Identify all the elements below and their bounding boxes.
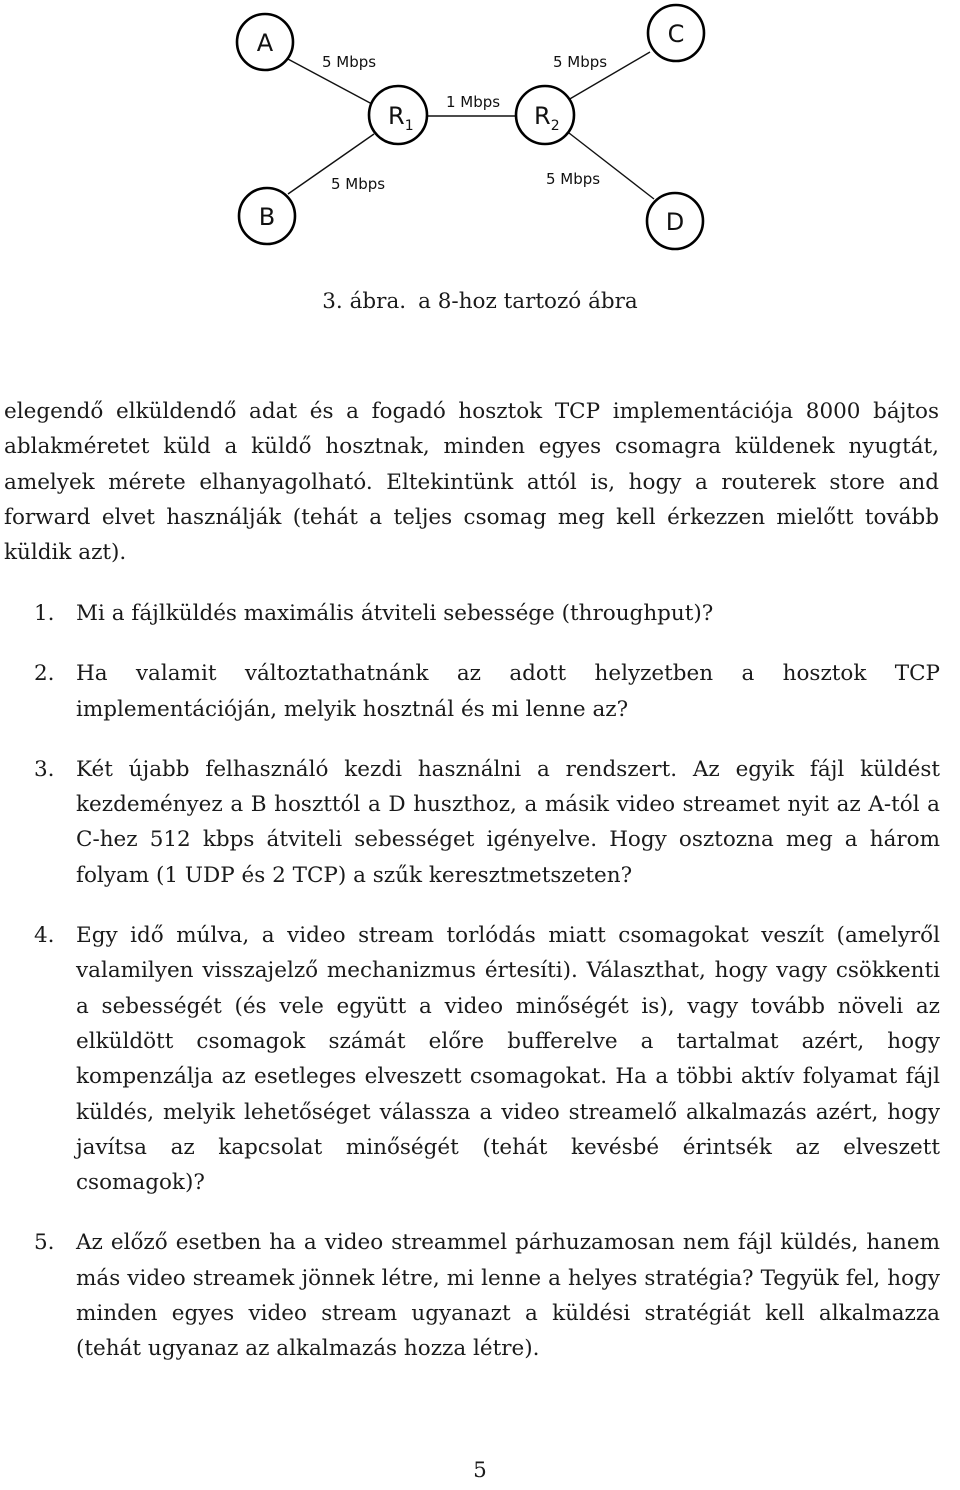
question-text: Egy idő múlva, a video stream torlódás miatt csomagokat veszít (amelyről valamilyen visszajelző mechanizmus értesíti). Választhat, hogy vagy csökkenti a sebességét (és vele együtt a video minőségét is), vagy tovább növeli az elküldött csomagok számát előre bufferelve a tartalmat azért, hogy kompenzálja az esetleges elveszett csomagokat. Ha a többi aktív folyamat fájl küldés, melyik lehetőséget válassza a video streamelő alkalmazás azért, hogy javítsa az kapcsolat minőségét (tehát kevésbé érintsék az elveszett csomagok)?: [76, 923, 940, 1196]
figure-caption-text: a 8-hoz tartozó ábra: [418, 289, 638, 314]
question-text: Két újabb felhasználó kezdi használni a rendszert. Az egyik fájl küldést kezdeményez a B hoszttól a D huszthoz, a másik video streamet nyit az A-tól a C-hez 512 kbps átviteli sebességet igényelve. Hogy osztozna meg a három folyam (1 UDP és 2 TCP) a szűk keresztmetszeten?: [76, 756, 940, 888]
question-item: [0, 1225, 940, 1366]
question-list: [0, 596, 960, 1367]
question-text: Az előző esetben ha a video streammel párhuzamosan nem fájl küldés, hanem más video streamek jönnek létre, mi lenne a helyes stratégia? Tegyük fel, hogy minden egyes video stream ugyanazt a küldési stratégiát kell alkalmazza (tehát ugyanaz az alkalmazás hozza létre).: [76, 1230, 940, 1362]
question-number: 4.: [34, 923, 55, 949]
node-b-label: B: [258, 203, 276, 231]
router-r2-label: R2: [534, 102, 560, 134]
link-r2-d: [569, 133, 654, 199]
node-a-label: A: [256, 29, 274, 57]
page-number: 5: [473, 1458, 487, 1483]
node-c-label: C: [667, 20, 685, 48]
question-text: Mi a fájlküldés maximális átviteli sebessége (throughput)?: [76, 601, 714, 626]
figure-caption: [0, 284, 960, 320]
question-text: Ha valamit változtathatnánk az adott helyzetben a hosztok TCP implementációján, melyik hosztnál és mi lenne az?: [76, 661, 940, 722]
link-a-r1-label: 5 Mbps: [322, 53, 377, 71]
question-number: 3.: [34, 756, 55, 782]
link-r2-d-label: 5 Mbps: [546, 170, 601, 188]
question-number: 1.: [34, 601, 55, 626]
node-d-label: D: [665, 208, 685, 236]
question-item: [0, 596, 940, 631]
link-r1-r2-label: 1 Mbps: [446, 93, 501, 111]
question-item: [0, 752, 940, 893]
intro-paragraph: elegendő elküldendő adat és a fogadó hosztok TCP implementációja 8000 bájtos ablakméretet küld a küldő hosztnak, minden egyes csomagra küldenek nyugtát, amelyek mérete elhanyagolható. Eltekintünk attól is, hogy a routerek store and forward elvet használják (tehát a teljes csomag meg kell érkezzen mielőtt tovább küldik azt).: [4, 399, 939, 566]
link-b-r1-label: 5 Mbps: [331, 175, 386, 193]
router-r1-label: R1: [388, 102, 414, 134]
question-item: [0, 656, 940, 727]
question-number: 2.: [34, 661, 55, 687]
network-topology-diagram: [0, 0, 960, 290]
question-number: 5.: [34, 1230, 55, 1256]
figure-caption-label: 3. ábra.: [322, 289, 407, 314]
question-item: [0, 918, 940, 1200]
link-r2-c-label: 5 Mbps: [553, 53, 608, 71]
